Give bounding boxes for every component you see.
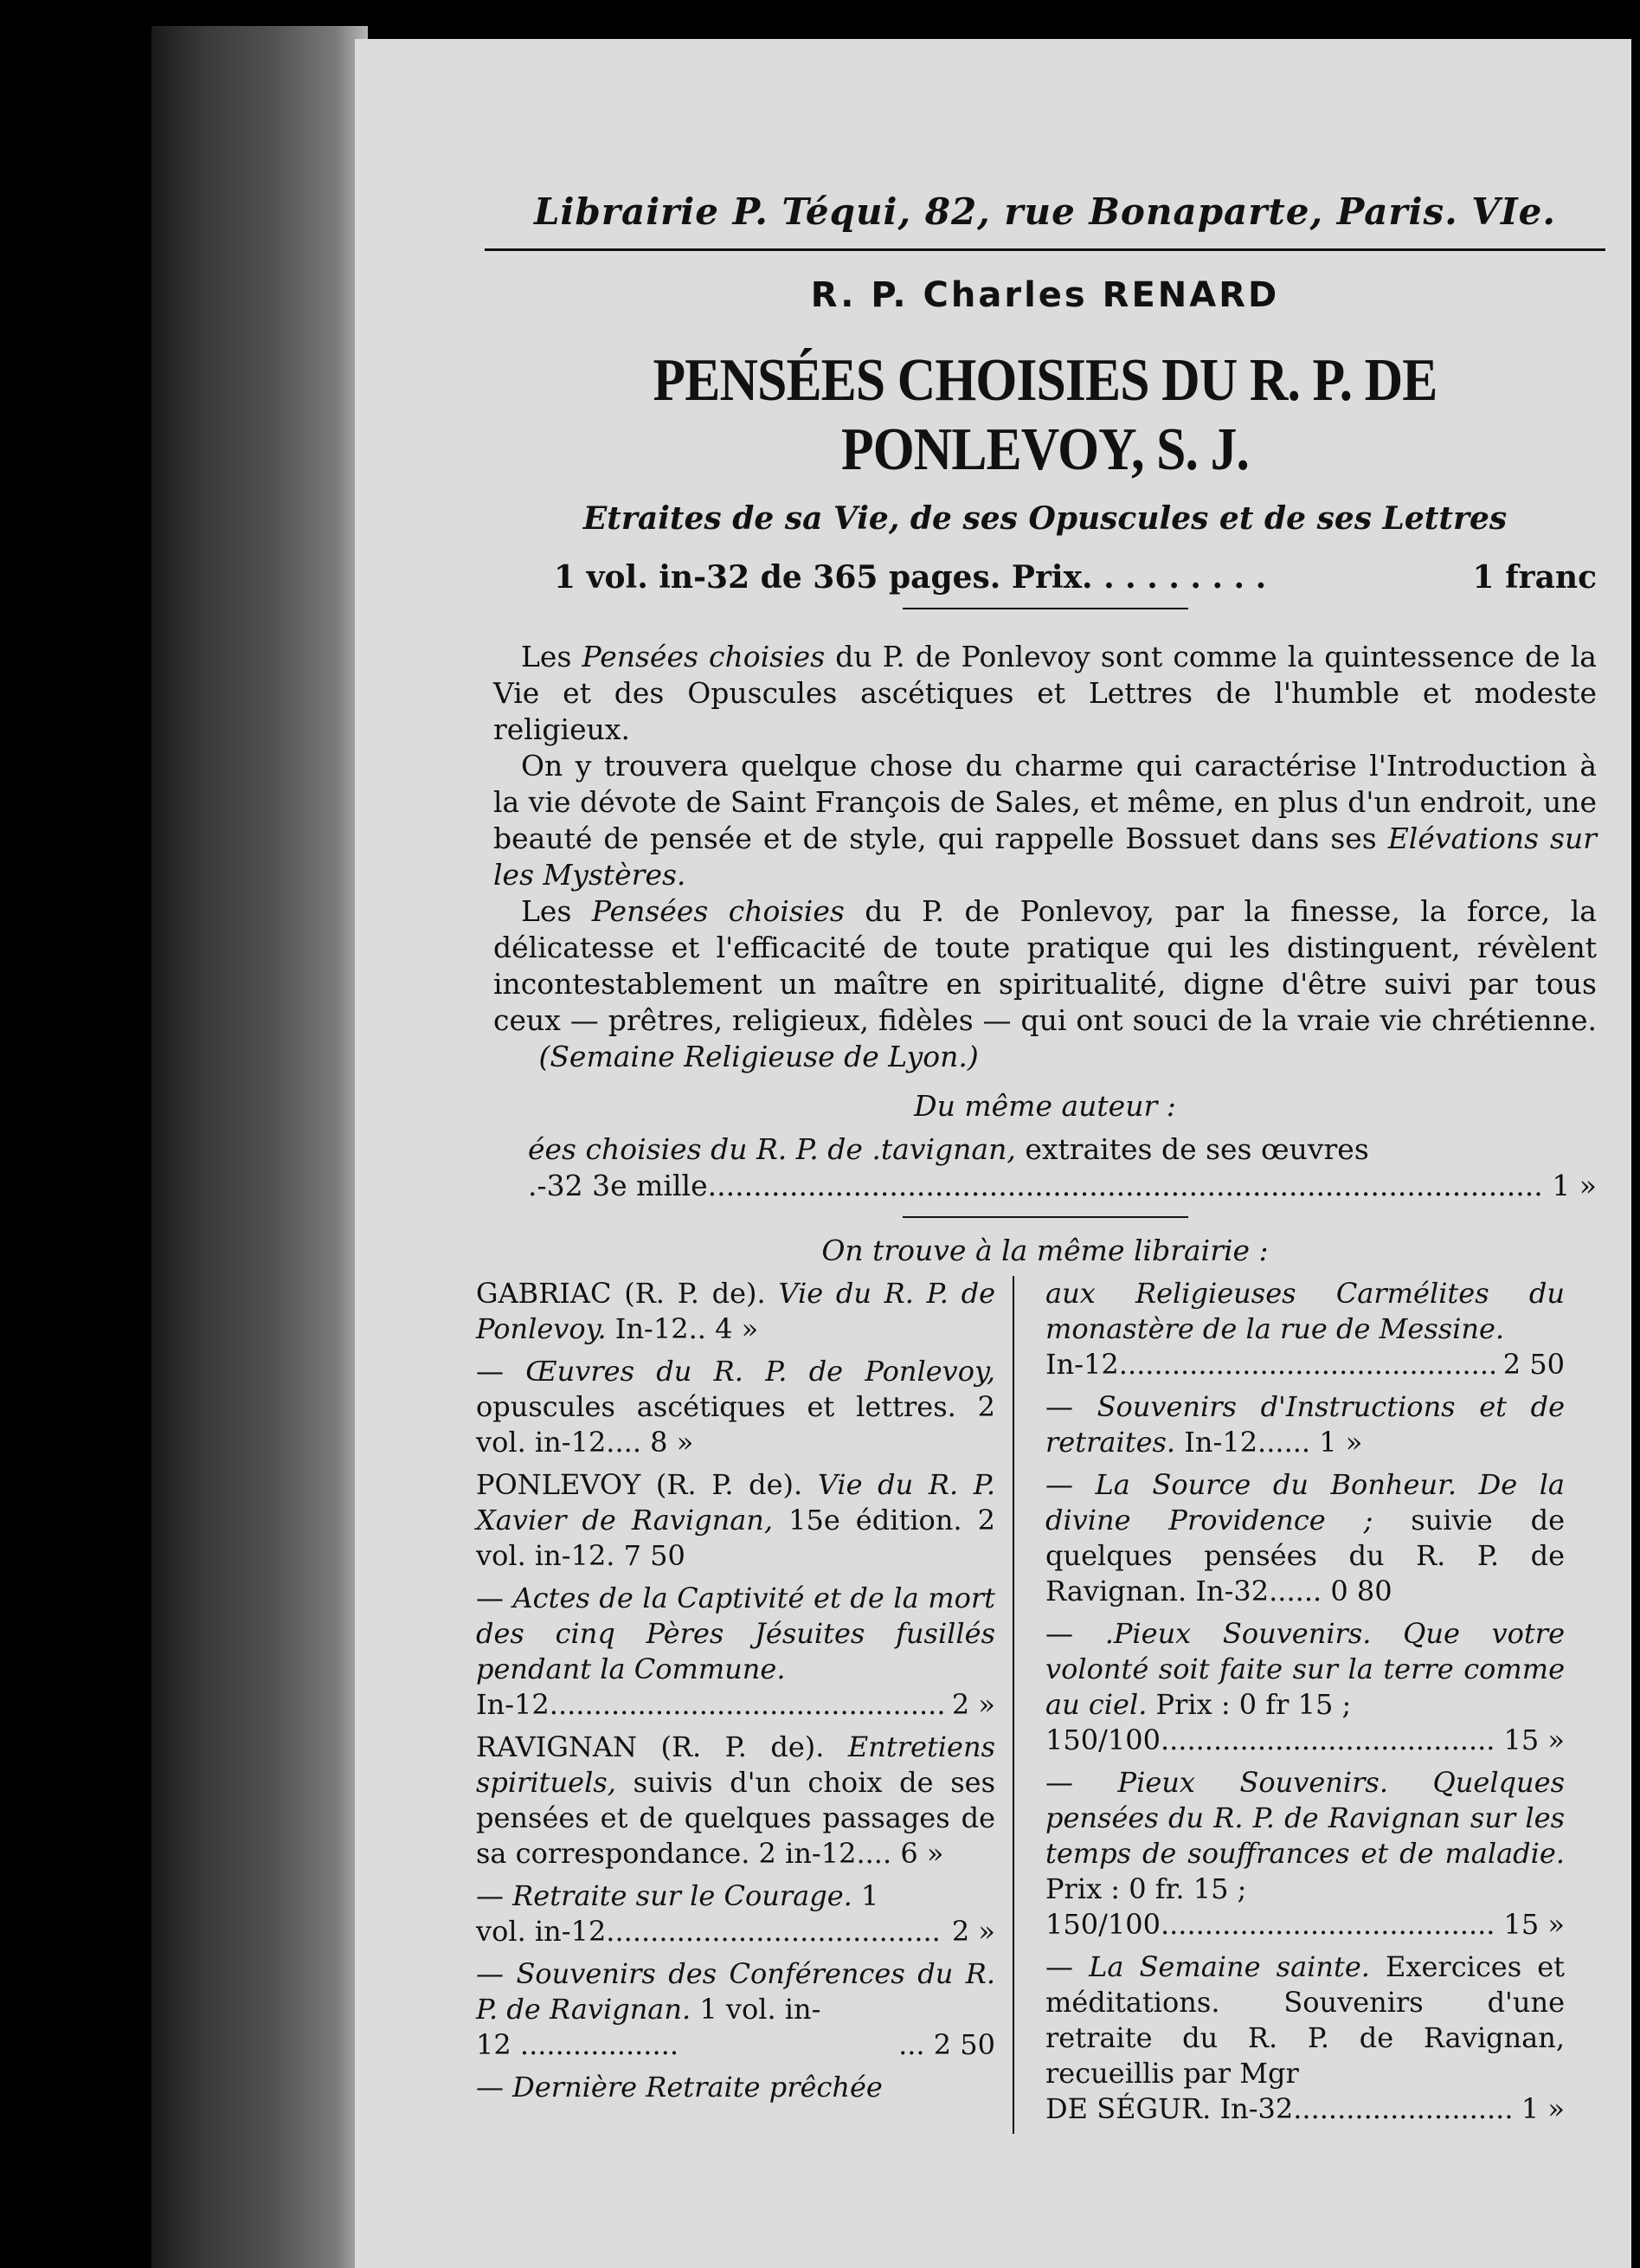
price-value: 1 franc: [1472, 559, 1597, 596]
catalog-entry: — Souvenirs des Conférences du R. P. de Ravignan. 1 vol. in- 12 .................. ... 2 50: [476, 1957, 996, 2061]
section-rule: [903, 608, 1188, 609]
book-title: PENSÉES CHOISIES DU R. P. DE PONLEVOY, S. J.: [653, 347, 1437, 483]
book-subtitle: Etraites de sa Vie, de ses Opuscules et de ses Lettres: [582, 500, 1508, 537]
catalog-entry: aux Religieuses Carmélites du monastère de la rue de Messine. In-12 ..... 2 50: [1045, 1276, 1565, 1382]
catalog-entry: — Souvenirs d'Instructions et de retraites. In-12...... 1 »: [1045, 1390, 1565, 1459]
catalog-entry: — Retraite sur le Courage. 1 vol. in-12 ..... 2 »: [476, 1878, 995, 1949]
same-author-heading: Du même auteur :: [914, 1089, 1176, 1123]
description-paragraph-1: Les Pensées choisies du P. de Ponlevoy sont comme la quintessence de la Vie et des Opuscules ascétiques et Lettres de l'humble et modeste religieux.: [493, 640, 1597, 746]
catalog-entry: — La Source du Bonheur. De la divine Providence ; suivie de quelques pensées du R. P. de Ravignan. In-32...... 0 80: [1045, 1468, 1566, 1608]
catalog-entry: PONLEVOY (R. P. de). Vie du R. P. Xavier de Ravignan, 15e édition. 2 vol. in-12. 7 50: [476, 1468, 996, 1572]
catalog-entry: — Actes de la Captivité et de la mort des cinq Pères Jésuites fusillés pendant la Commune. In-12 ..... 2 »: [476, 1581, 995, 1723]
description-paragraph-2: On y trouvera quelque chose du charme qui caractérise l'Introduction à la vie dévote de Saint François de Sales, et même, en plus d'un endroit, une beauté de pensée et de style, qui rappelle Bossuet dans ses Elévations sur les Mystères.: [493, 749, 1597, 892]
section-rule-2: [903, 1216, 1188, 1218]
catalog-entry: RAVIGNAN (R. P. de). Entretiens spirituels, suivis d'un choix de ses pensées et de quelques passages de sa correspondance. 2 in-12.... 6 »: [476, 1730, 995, 1870]
price-line: [493, 559, 1597, 596]
scanned-page: [355, 39, 1631, 2268]
review-source: (Semaine Religieuse de Lyon.): [538, 1040, 979, 1073]
description-paragraph-3: Les Pensées choisies du P. de Ponlevoy, par la finesse, la force, la délicatesse et l'efficacité de toute pratique qui les distinguent, révèlent incontestablement un maître en spiritualité, digne d'être suivi par tous ceux — prêtres, religieux, fidèles — qui ont souci de la vraie vie chrétienne. (Semaine Religieuse de Lyon.): [493, 894, 1597, 1073]
catalog-entry: — .Pieux Souvenirs. Que votre volonté soit faite sur la terre comme au ciel. Prix : 0 fr 15 ; 150/100 ..... 15 »: [1045, 1616, 1565, 1758]
catalog-columns: [476, 1276, 1597, 2134]
bookshop-heading: On trouve à la même librairie :: [821, 1234, 1269, 1267]
book-spine: [151, 26, 368, 2268]
header-rule: [485, 248, 1605, 251]
page-content: [476, 190, 1597, 2134]
same-author-price: .-32 3e mille ..... 1 »: [493, 1168, 1597, 1204]
same-author-entry: ées choisies du R. P. de .tavignan, extraites de ses œuvres: [528, 1132, 1369, 1166]
column-divider: [1013, 1276, 1014, 2134]
catalog-left-column: [476, 1276, 1014, 2134]
catalog-entry: — Dernière Retraite prêchée: [476, 2071, 883, 2104]
publisher-header: Librairie P. Téqui, 82, rue Bonaparte, Paris. VIe.: [534, 190, 1556, 233]
catalog-right-column: [1014, 1276, 1565, 2134]
catalog-entry: — Œuvres du R. P. de Ponlevoy, opuscules ascétiques et lettres. 2 vol. in-12.... 8 »: [476, 1355, 996, 1459]
catalog-entry: GABRIAC (R. P. de). Vie du R. P. de Ponlevoy. In-12.. 4 »: [476, 1277, 995, 1345]
catalog-entry: — La Semaine sainte. Exercices et méditations. Souvenirs d'une retraite du R. P. de Ravignan, recueillis par Mgr DE SÉGUR. In-32 ..... 1 »: [1045, 1949, 1565, 2127]
author-name: R. P. Charles RENARD: [810, 275, 1280, 315]
price-label: 1 vol. in-32 de 365 pages. Prix. . . . . . . . .: [554, 559, 1267, 596]
catalog-entry: — Pieux Souvenirs. Quelques pensées du R. P. de Ravignan sur les temps de souffrances et de maladie. Prix : 0 fr. 15 ; 150/100 ..... 15 »: [1045, 1765, 1565, 1943]
